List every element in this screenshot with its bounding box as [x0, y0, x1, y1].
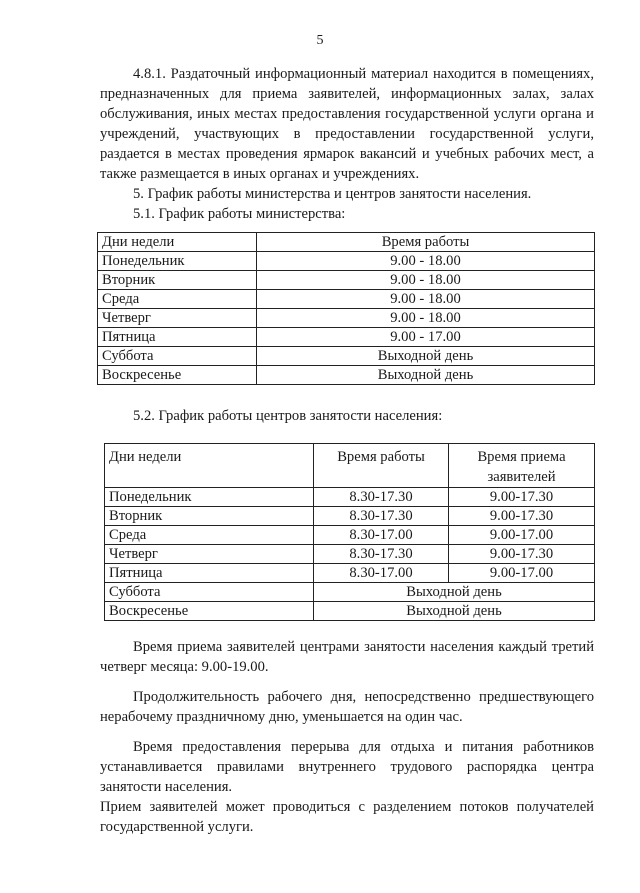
note-third-thursday: Время приема заявителей центрами занятости населения каждый третий четверг месяца: 9.00-19.00. — [100, 639, 594, 675]
intro-block — [100, 64, 594, 224]
day-cell: Вторник — [105, 507, 314, 526]
reception-hours-cell: 9.00-17.00 — [449, 526, 595, 545]
day-cell: Четверг — [105, 545, 314, 564]
day-cell: Вторник — [98, 271, 257, 290]
table-row — [105, 583, 595, 602]
table-row — [105, 602, 595, 621]
ministry-schedule-table — [97, 232, 595, 385]
day-cell: Пятница — [98, 328, 257, 347]
hours-cell: Выходной день — [257, 347, 595, 366]
work-hours-cell: 8.30-17.00 — [314, 564, 449, 583]
header-days: Дни недели — [98, 233, 257, 252]
day-cell: Воскресенье — [98, 366, 257, 385]
hours-cell: Выходной день — [257, 366, 595, 385]
work-hours-cell: 8.30-17.30 — [314, 488, 449, 507]
section-5-heading: 5. График работы министерства и центров занятости населения. — [133, 186, 532, 202]
header-reception-hours: Время приема заявителей — [449, 444, 595, 488]
note-break: Время предоставления перерыва для отдыха и питания работников устанавливается правилами внутреннего трудового распорядка центра занятости населения. — [100, 739, 594, 795]
merged-hours-cell: Выходной день — [314, 602, 595, 621]
hours-cell: 9.00 - 17.00 — [257, 328, 595, 347]
note-preholiday: Продолжительность рабочего дня, непосредственно предшествующего нерабочему праздничному дню, уменьшается на один час. — [100, 689, 594, 725]
hours-cell: 9.00 - 18.00 — [257, 271, 595, 290]
reception-hours-cell: 9.00-17.30 — [449, 488, 595, 507]
work-hours-cell: 8.30-17.30 — [314, 545, 449, 564]
day-cell: Воскресенье — [105, 602, 314, 621]
hours-cell: 9.00 - 18.00 — [257, 309, 595, 328]
table-row — [98, 328, 595, 347]
table-row — [105, 488, 595, 507]
hours-cell: 9.00 - 18.00 — [257, 252, 595, 271]
work-hours-cell: 8.30-17.30 — [314, 507, 449, 526]
day-cell: Понедельник — [98, 252, 257, 271]
intro-paragraph: 4.8.1. Раздаточный информационный материал находится в помещениях, предназначенных для приема заявителей, информационных залах, залах обслуживания, иных местах предоставления государственной услуги органа и учреждений, участвующих в предоставлении государственной услуги, раздается в местах проведения ярмарок вакансий и учебных рабочих мест, а также размещается в иных органах и учреждениях. — [100, 66, 594, 182]
table-row — [98, 366, 595, 385]
work-hours-cell: 8.30-17.00 — [314, 526, 449, 545]
table-row — [98, 290, 595, 309]
centers-schedule-table — [104, 443, 595, 621]
day-cell: Среда — [98, 290, 257, 309]
section-5-1-heading: 5.1. График работы министерства: — [133, 206, 346, 222]
day-cell: Суббота — [105, 583, 314, 602]
day-cell: Понедельник — [105, 488, 314, 507]
notes-block — [100, 637, 594, 837]
section-5-2-block — [100, 406, 594, 426]
reception-hours-cell: 9.00-17.00 — [449, 564, 595, 583]
section-5-2-heading: 5.2. График работы центров занятости населения: — [133, 408, 443, 424]
reception-hours-cell: 9.00-17.30 — [449, 545, 595, 564]
table-row — [98, 347, 595, 366]
day-cell: Пятница — [105, 564, 314, 583]
day-cell: Суббота — [98, 347, 257, 366]
header-days: Дни недели — [105, 444, 314, 488]
page-number: 5 — [316, 33, 324, 48]
merged-hours-cell: Выходной день — [314, 583, 595, 602]
reception-hours-cell: 9.00-17.30 — [449, 507, 595, 526]
hours-cell: 9.00 - 18.00 — [257, 290, 595, 309]
table-row — [105, 545, 595, 564]
table-header-row — [105, 444, 595, 488]
header-work-hours: Время работы — [314, 444, 449, 488]
table-row — [98, 252, 595, 271]
table-row — [105, 564, 595, 583]
table-row — [105, 526, 595, 545]
table-row — [98, 309, 595, 328]
day-cell: Среда — [105, 526, 314, 545]
table-header-row — [98, 233, 595, 252]
table-row — [98, 271, 595, 290]
note-streams: Прием заявителей может проводиться с разделением потоков получателей государственной услуги. — [100, 799, 594, 835]
day-cell: Четверг — [98, 309, 257, 328]
header-hours: Время работы — [257, 233, 595, 252]
table-row — [105, 507, 595, 526]
